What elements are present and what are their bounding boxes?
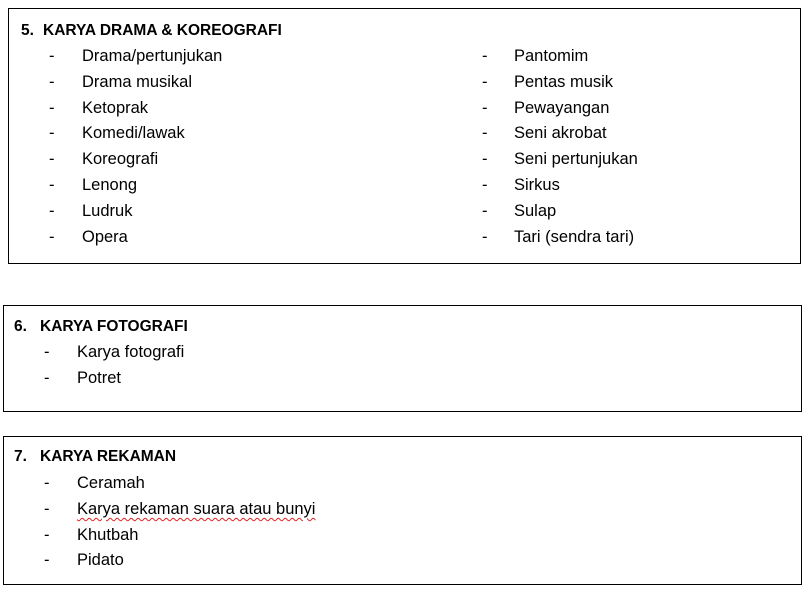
- bullet-dash: -: [44, 343, 50, 361]
- list-item: [44, 524, 544, 550]
- section-5-number: 5.: [21, 22, 34, 39]
- bullet-dash: -: [482, 47, 488, 65]
- bullet-dash: -: [482, 150, 488, 169]
- list-item: [49, 45, 429, 71]
- list-item: [482, 45, 782, 71]
- list-item: [482, 71, 782, 97]
- bullet-dash: -: [44, 525, 50, 544]
- list-item-text-spellcheck: Karya rekaman suara atau bunyi: [77, 499, 316, 518]
- list-item-text: Seni pertunjukan: [514, 150, 638, 169]
- list-item-text: Komedi/lawak: [82, 124, 185, 143]
- bullet-dash: -: [49, 72, 55, 91]
- list-item-text: Ceramah: [77, 474, 145, 492]
- list-item-text: Pidato: [77, 551, 124, 570]
- section-7-title: KARYA REKAMAN: [40, 448, 177, 465]
- bullet-dash: -: [49, 175, 55, 194]
- list-item-text: Drama musikal: [82, 72, 193, 91]
- section-7-number: 7.: [14, 448, 27, 465]
- list-item: [49, 97, 429, 123]
- bullet-dash: -: [49, 227, 55, 246]
- list-item-text: Ketoprak: [82, 98, 149, 117]
- bullet-dash: -: [49, 98, 55, 117]
- list-item: [482, 174, 782, 200]
- list-item: [44, 367, 444, 393]
- bullet-dash: -: [482, 124, 488, 143]
- list-item: [49, 200, 429, 226]
- bullet-dash: -: [49, 201, 55, 220]
- list-item-text: Seni akrobat: [514, 124, 607, 143]
- bullet-dash: -: [482, 175, 488, 194]
- list-item-text: Drama/pertunjukan: [82, 47, 223, 65]
- section-7-heading: [14, 447, 176, 467]
- section-6-list: [44, 341, 444, 393]
- list-item: [482, 122, 782, 148]
- list-item: [482, 97, 782, 123]
- list-item: [49, 148, 429, 174]
- bullet-dash: -: [482, 72, 488, 91]
- list-item-text: Khutbah: [77, 525, 139, 544]
- section-5-heading: [21, 21, 282, 41]
- list-item-text: Ludruk: [82, 201, 133, 220]
- list-item: [482, 226, 782, 252]
- bullet-dash: -: [482, 98, 488, 117]
- list-item: [44, 472, 544, 498]
- list-item-text: Pewayangan: [514, 98, 610, 117]
- list-item-text: Karya fotografi: [77, 343, 185, 361]
- bullet-dash: -: [49, 124, 55, 143]
- list-item-text: Sirkus: [514, 175, 560, 194]
- list-item: [49, 226, 429, 252]
- section-5-right-list: [482, 45, 782, 251]
- section-6-heading: [14, 317, 188, 337]
- bullet-dash: -: [482, 201, 488, 220]
- list-item: [482, 148, 782, 174]
- section-7-list: [44, 472, 544, 575]
- list-item: [44, 341, 444, 367]
- list-item: [49, 71, 429, 97]
- bullet-dash: -: [49, 47, 55, 65]
- section-7-box: [3, 436, 802, 585]
- bullet-dash: -: [44, 368, 50, 387]
- section-5-title: KARYA DRAMA & KOREOGRAFI: [43, 22, 282, 39]
- bullet-dash: -: [44, 551, 50, 570]
- list-item-text: Koreografi: [82, 150, 159, 169]
- list-item: [44, 498, 544, 524]
- section-5-box: [8, 8, 801, 264]
- list-item-text: Tari (sendra tari): [514, 227, 635, 246]
- list-item-text: Potret: [77, 368, 122, 387]
- bullet-dash: -: [482, 227, 488, 246]
- list-item-text: Pentas musik: [514, 72, 614, 91]
- section-6-number: 6.: [14, 318, 27, 335]
- section-6-title: KARYA FOTOGRAFI: [40, 318, 188, 335]
- bullet-dash: -: [44, 499, 50, 518]
- list-item-text: Pantomim: [514, 47, 589, 65]
- list-item-text: Lenong: [82, 175, 138, 194]
- bullet-dash: -: [49, 150, 55, 169]
- list-item: [49, 174, 429, 200]
- list-item: [44, 549, 544, 575]
- section-5-left-list: [49, 45, 429, 251]
- list-item-text: Opera: [82, 227, 128, 246]
- list-item-text: Sulap: [514, 201, 557, 220]
- section-6-box: [3, 305, 802, 412]
- list-item: [482, 200, 782, 226]
- bullet-dash: -: [44, 474, 50, 492]
- list-item: [49, 122, 429, 148]
